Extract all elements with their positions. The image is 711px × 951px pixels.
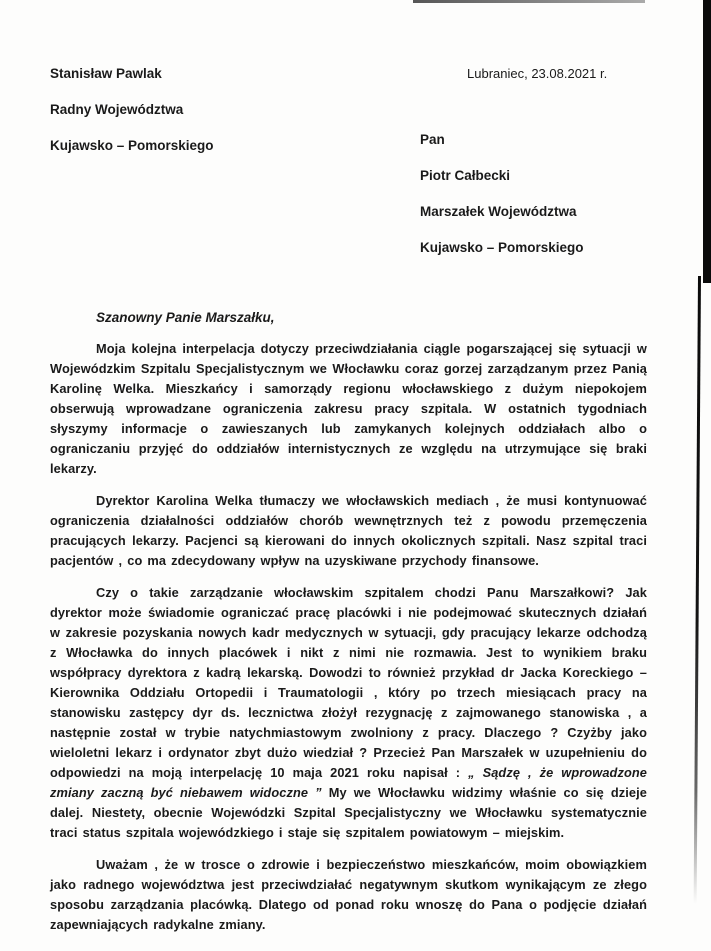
sender-name: Stanisław Pawlak (50, 66, 162, 81)
sender-title-line-1: Radny Województwa (50, 102, 184, 117)
scan-right-edge-line-artifact (694, 276, 701, 904)
scan-top-edge-artifact (413, 0, 645, 3)
paragraph-3 (50, 583, 647, 843)
recipient-title-line-1: Marszałek Województwa (420, 204, 577, 219)
paragraph-4: Uważam , że w trosce o zdrowie i bezpieczeństwo mieszkańców, moim obowiązkiem jako radnego województwa jest przeciwdziałać negatywnym skutkom wynikającym ze złego sposobu zarządzania placówką. Dlatego od ponad roku wnoszę do Pana o podjęcie działań zapewniających radykalne zmiany. (50, 857, 647, 932)
paragraph-3-before-quote: Czy o takie zarządzanie włocławskim szpitalem chodzi Panu Marszałkowi? Jak dyrektor może świadomie ograniczać pracę placówki i nie podejmować skutecznych działań w zakresie pozyskania nowych kadr medycznych w sytuacji, gdy pracujący lekarze odchodzą z Włocławka do innych placówek i nikt z nimi nie rozmawia. Jest to wynikiem braku współpracy dyrektora z kadrą lekarską. Dowodzi to również przykład dr Jacka Koreckiego – Kierownika Oddziału Ortopedii i Traumatologii , który po trzech miesiącach pracy na stanowisku zastępcy dyr ds. lecznictwa złożył rezygnację z zajmowanego stanowiska , a następnie został w trybie natychmiastowym zwolniony z pracy. Dlaczego ? Czyżby jako wieloletni lekarz i ordynator zbyt dużo wiedział ? Przecież Pan Marszałek w uzupełnieniu do odpowiedzi na moją interpelację 10 maja 2021 roku napisał : (50, 585, 647, 780)
recipient-block (420, 122, 584, 266)
paragraph-3-quote: „ Sądzę , że wprowadzone zmiany zaczną być niebawem widoczne ” (50, 765, 648, 800)
place-date-block (467, 56, 607, 92)
recipient-salutation-word: Pan (420, 132, 445, 147)
recipient-name: Piotr Całbecki (420, 168, 511, 183)
paragraph-3-after-quote: My we Włocławku widzimy właśnie co się dzieje dalej. Niestety, obecnie Wojewódzki Szpital Specjalistyczny we Włocławku systematycznie traci status szpitala wojewódzkiego i staje się szpitalem powiatowym – miejskim. (50, 785, 647, 840)
place-date-text: Lubraniec, 23.08.2021 r. (467, 66, 608, 81)
sender-block (50, 56, 214, 164)
salutation: Szanowny Panie Marszałku, (96, 310, 275, 325)
sender-title-line-2: Kujawsko – Pomorskiego (50, 138, 214, 153)
letter-body (50, 308, 647, 935)
scan-right-edge-bar-artifact (703, 0, 711, 283)
paragraph-1: Moja kolejna interpelacja dotyczy przeciwdziałania ciągle pogarszającej się sytuacji w Wojewódzkim Szpitalu Specjalistycznym we Włocławku coraz gorzej zarządzanym przez Panią Karolinę Welka. Mieszkańcy i samorządy regionu włocławskiego z dużym niepokojem obserwują wprowadzane ograniczenia zakresu pracy szpitala. W ostatnich tygodniach słyszymy informacje o zawieszanych lub zamykanych kolejnych oddziałach albo o ograniczaniu przyjęć do oddziałów internistycznych ze względu na utrzymujące się braki lekarzy. (50, 341, 647, 476)
paragraph-2: Dyrektor Karolina Welka tłumaczy we włocławskich mediach , że musi kontynuować ograniczenia działalności oddziałów chorób wewnętrznych też z powodu przemęczenia pracujących lekarzy. Pacjenci są kierowani do innych okolicznych szpitali. Nasz szpital traci pacjentów , co ma zdecydowany wpływ na uzyskiwane przychody finansowe. (50, 493, 647, 568)
recipient-title-line-2: Kujawsko – Pomorskiego (420, 240, 584, 255)
